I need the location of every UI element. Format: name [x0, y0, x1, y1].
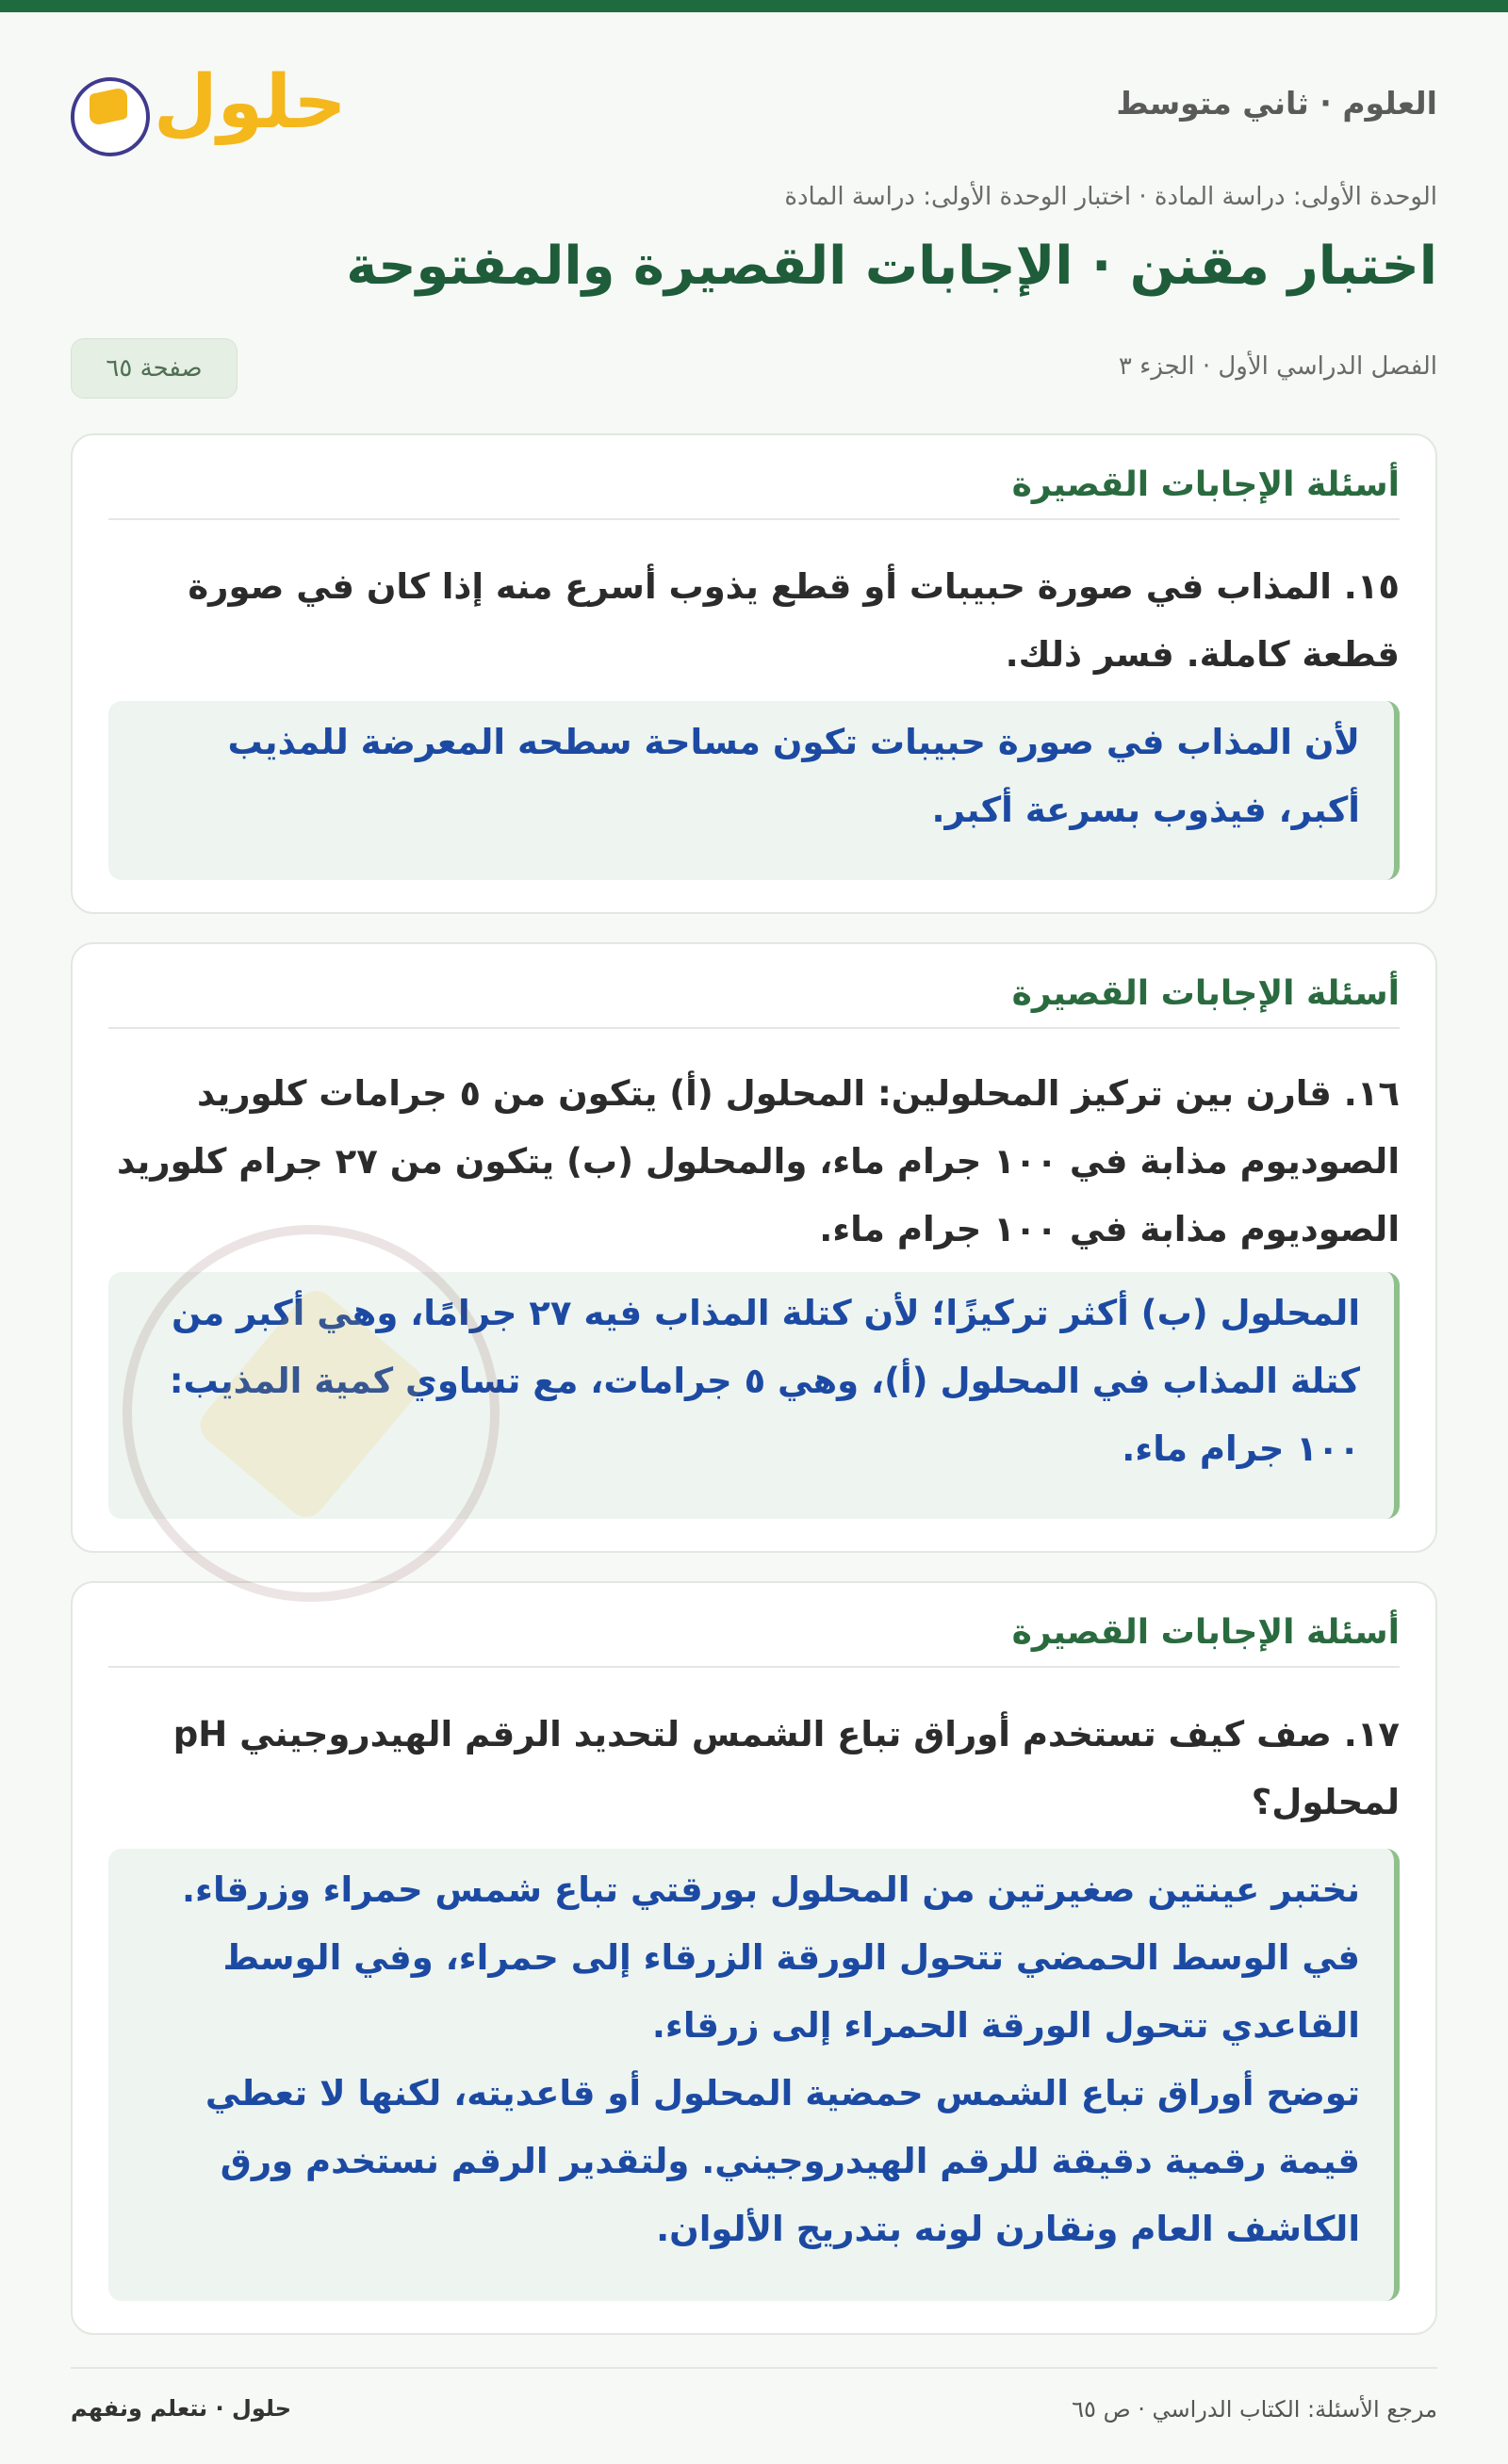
page-header: [71, 57, 1437, 160]
breadcrumb: الوحدة الأولى: دراسة المادة · اختبار الوحدة الأولى: دراسة المادة: [784, 183, 1437, 211]
page-title: اختبار مقنن · الإجابات القصيرة والمفتوحة: [346, 236, 1437, 297]
section-title: أسئلة الإجابات القصيرة: [1011, 1613, 1400, 1652]
answer-paragraph: توضح أوراق تباع الشمس حمضية المحلول أو قاعديته، لكنها لا تعطي قيمة رقمية دقيقة للرقم الهيدروجيني. ولتقدير الرقم نستخدم ورق الكاشف العام ونقارن لونه بتدريج الألوان.: [205, 2073, 1360, 2249]
section-header: [108, 972, 1400, 1029]
top-accent-bar: [0, 0, 1508, 12]
answer-text: لأن المذاب في صورة حبيبات تكون مساحة سطحه المعرضة للمذيب أكبر، فيذوب بسرعة أكبر.: [227, 722, 1360, 830]
semester-meta: الفصل الدراسي الأول · الجزء ٣: [1118, 352, 1437, 381]
footer-brand: حلول · نتعلم ونفهم: [71, 2395, 291, 2422]
answer-box: [108, 1272, 1400, 1519]
section-title: أسئلة الإجابات القصيرة: [1011, 465, 1400, 504]
question-text: ١٥. المذاب في صورة حبيبات أو قطع يذوب أسرع منه إذا كان في صورة قطعة كاملة. فسر ذلك.: [188, 566, 1400, 675]
question-card: [71, 433, 1437, 914]
footer-reference: مرجع الأسئلة: الكتاب الدراسي · ص ٦٥: [1072, 2396, 1437, 2423]
question-card: [71, 1581, 1437, 2335]
footer-divider: [71, 2367, 1437, 2369]
page-number-badge: صفحة ٦٥: [71, 338, 238, 399]
section-header: [108, 464, 1400, 520]
section-title: أسئلة الإجابات القصيرة: [1011, 974, 1400, 1013]
question-text: ١٧. صف كيف تستخدم أوراق تباع الشمس لتحديد الرقم الهيدروجيني pH لمحلول؟: [172, 1714, 1400, 1822]
answer-paragraph: نختبر عينتين صغيرتين من المحلول بورقتي تباع شمس حمراء وزرقاء. في الوسط الحمضي تتحول الورقة الزرقاء إلى حمراء، وفي الوسط القاعدي تتحول الورقة الحمراء إلى زرقاء.: [182, 1869, 1360, 2046]
answer-text: المحلول (ب) أكثر تركيزًا؛ لأن كتلة المذاب فيه ٢٧ جرامًا، وهي أكبر من كتلة المذاب في المحلول (أ)، وهي ٥ جرامات، مع تساوي كمية المذيب: ١٠٠ جرام ماء.: [169, 1293, 1360, 1469]
question-card: [71, 942, 1437, 1553]
answer-box: [108, 701, 1400, 880]
hulul-logo[interactable]: [71, 60, 347, 170]
logo-text: حلول: [154, 60, 347, 145]
answer-box: [108, 1849, 1400, 2301]
question-text: ١٦. قارن بين تركيز المحلولين: المحلول (أ) يتكون من ٥ جرامات كلوريد الصوديوم مذابة في ١٠٠ جرام ماء، والمحلول (ب) يتكون من ٢٧ جرام كلوريد الصوديوم مذابة في ١٠٠ جرام ماء.: [117, 1073, 1400, 1249]
subject-label: العلوم · ثاني متوسط: [1116, 85, 1437, 122]
section-header: [108, 1611, 1400, 1668]
